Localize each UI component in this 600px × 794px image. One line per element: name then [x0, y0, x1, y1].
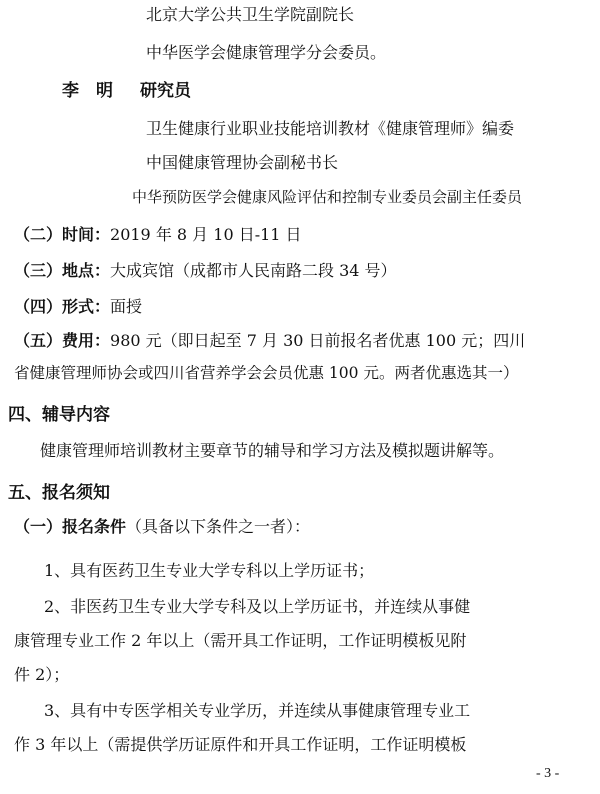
sub-heading-label: （一）报名条件 [14, 517, 127, 536]
condition-item: 3、具有中专医学相关专业学历，并连续从事健康管理专业工 [44, 701, 471, 720]
condition-item-cont: 康管理专业工作 2 年以上（需开具工作证明，工作证明模板见附 [14, 631, 467, 650]
place-label: （三）地点： [14, 261, 111, 280]
sub-heading [14, 516, 310, 538]
expert-title-line: 中华医学会健康管理学分会委员。 [146, 43, 387, 62]
expert-rank: 研究员 [140, 81, 191, 101]
section-body: 健康管理师培训教材主要章节的辅导和学习方法及模拟题讲解等。 [40, 441, 505, 460]
form-row [14, 296, 142, 318]
condition-item: 1、具有医药卫生专业大学专科以上学历证书； [44, 561, 375, 580]
expert-role-line: 中国健康管理协会副秘书长 [146, 153, 339, 172]
fee-text-line1: 980 元（即日起至 7 月 30 日前报名者优惠 100 元；四川 [110, 331, 526, 350]
expert-role-line: 卫生健康行业职业技能培训教材《健康管理师》编委 [146, 119, 515, 138]
expert-role-line: 中华预防医学会健康风险评估和控制专业委员会副主任委员 [132, 188, 523, 206]
time-row [14, 224, 302, 246]
condition-item: 2、非医药卫生专业大学专科及以上学历证书，并连续从事健 [44, 597, 471, 616]
expert-title-line: 北京大学公共卫生学院副院长 [146, 5, 355, 24]
condition-item-cont: 作 3 年以上（需提供学历证原件和开具工作证明，工作证明模板 [14, 735, 467, 754]
time-value: 2019 年 8 月 10 日-11 日 [110, 225, 302, 244]
form-value: 面授 [110, 297, 143, 316]
time-label: （二）时间： [14, 225, 111, 244]
section-heading: 五、报名须知 [8, 483, 110, 503]
page-number: - 3 - [536, 766, 560, 781]
fee-row [14, 330, 525, 352]
expert-name: 李 明 [62, 81, 113, 101]
fee-text-line2: 省健康管理师协会或四川省营养学会会员优惠 100 元。两者优惠选其一） [14, 364, 519, 382]
condition-item-cont: 件 2）； [14, 665, 70, 684]
sub-heading-note: （具备以下条件之一者）： [126, 517, 311, 536]
section-heading: 四、辅导内容 [8, 405, 110, 425]
form-label: （四）形式： [14, 297, 111, 316]
place-value: 大成宾馆（成都市人民南路二段 34 号） [110, 261, 397, 280]
fee-label: （五）费用： [14, 331, 111, 350]
place-row [14, 260, 397, 282]
